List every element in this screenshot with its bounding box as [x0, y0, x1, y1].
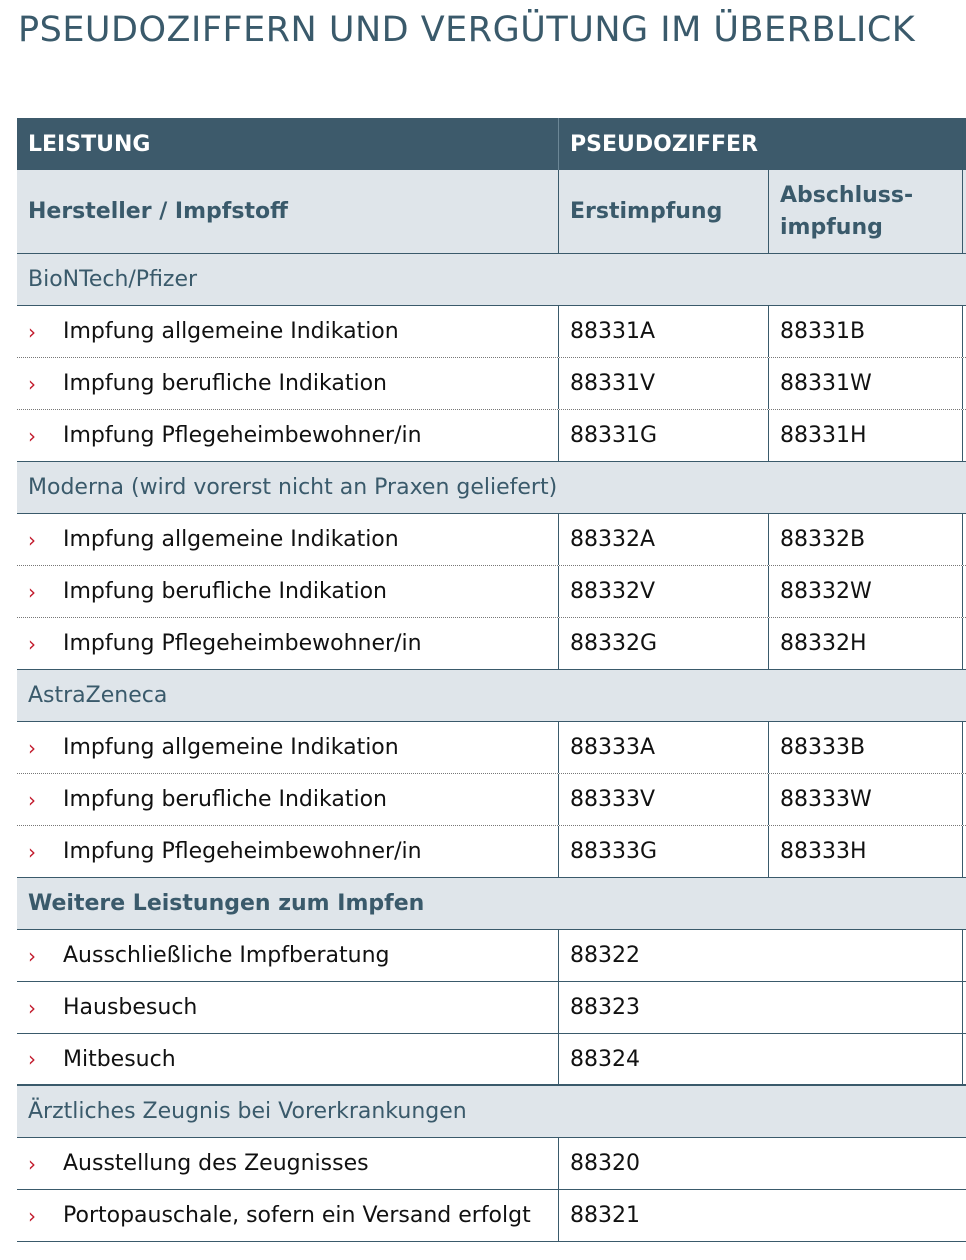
code-abschluss: 88332B — [768, 514, 966, 565]
page-title: PSEUDOZIFFERN UND VERGÜTUNG IM ÜBERBLICK — [18, 10, 916, 50]
row-label: Mitbesuch — [63, 1046, 176, 1072]
row-label: Ausschließliche Impfberatung — [63, 943, 390, 968]
table-row — [17, 1190, 966, 1242]
code-erst: 88333V — [558, 774, 768, 825]
group-row — [17, 670, 966, 722]
chevron-right-icon: › — [28, 319, 36, 344]
chevron-right-icon: › — [28, 839, 36, 864]
table-subheader-row — [17, 170, 966, 254]
table-row — [17, 1138, 966, 1190]
group-name: Moderna (wird vorerst nicht an Praxen geliefert) — [28, 475, 558, 500]
group-name: BioNTech/Pfizer — [28, 267, 198, 292]
table-row — [17, 358, 966, 410]
code-erst: 88332A — [558, 514, 768, 565]
table-row — [17, 982, 966, 1034]
row-label: Impfung Pflegeheimbewohner/in — [63, 631, 422, 656]
row-label: Impfung berufliche Indikation — [63, 579, 387, 604]
chevron-right-icon: › — [28, 1151, 36, 1176]
code: 88324 — [558, 1034, 966, 1084]
table-row — [17, 306, 966, 358]
chevron-right-icon: › — [28, 371, 36, 396]
chevron-right-icon: › — [28, 787, 36, 812]
code-abschluss: 88331H — [768, 410, 966, 461]
chevron-right-icon: › — [28, 995, 36, 1020]
code-abschluss: 88331W — [768, 358, 966, 409]
code: 88321 — [558, 1190, 966, 1241]
chevron-right-icon: › — [28, 527, 36, 552]
table-header-row — [17, 118, 966, 170]
row-label: Impfung berufliche Indikation — [63, 371, 387, 396]
code-erst: 88331A — [558, 306, 768, 357]
header-pseudoziffer: PSEUDOZIFFER — [558, 118, 966, 170]
table-row — [17, 930, 966, 982]
code-erst: 88332V — [558, 566, 768, 617]
table-row — [17, 1034, 966, 1086]
row-label: Impfung berufliche Indikation — [63, 787, 387, 812]
code: 88323 — [558, 982, 966, 1033]
table-row — [17, 618, 966, 670]
code-abschluss: 88333H — [768, 826, 966, 877]
code-erst: 88331V — [558, 358, 768, 409]
row-label: Hausbesuch — [63, 995, 198, 1020]
row-label: Impfung Pflegeheimbewohner/in — [63, 423, 422, 448]
group-row — [17, 878, 966, 930]
code-erst: 88333G — [558, 826, 768, 877]
row-label: Impfung allgemeine Indikation — [63, 319, 399, 344]
table-row — [17, 826, 966, 878]
code-abschluss: 88333W — [768, 774, 966, 825]
subheader-erstimpfung: Erstimpfung — [558, 170, 768, 253]
code-abschluss: 88331B — [768, 306, 966, 357]
chevron-right-icon: › — [28, 735, 36, 760]
code-abschluss: 88332H — [768, 618, 966, 669]
table-row — [17, 566, 966, 618]
chevron-right-icon: › — [28, 1047, 36, 1071]
subheader-abschlussimpfung: Abschluss- impfung — [768, 170, 966, 253]
code-abschluss: 88332W — [768, 566, 966, 617]
table-row — [17, 774, 966, 826]
row-label: Impfung allgemeine Indikation — [63, 735, 399, 760]
group-row — [17, 462, 966, 514]
header-leistung: LEISTUNG — [28, 131, 151, 157]
code: 88320 — [558, 1138, 966, 1189]
code-abschluss: 88333B — [768, 722, 966, 773]
table-row — [17, 722, 966, 774]
chevron-right-icon: › — [28, 579, 36, 604]
row-label: Impfung Pflegeheimbewohner/in — [63, 839, 422, 864]
chevron-right-icon: › — [28, 631, 36, 656]
table-row — [17, 514, 966, 566]
pseudoziffern-table — [17, 118, 966, 1242]
group-name: Weitere Leistungen zum Impfen — [28, 891, 425, 916]
code-erst: 88332G — [558, 618, 768, 669]
row-label: Impfung allgemeine Indikation — [63, 527, 399, 552]
chevron-right-icon: › — [28, 1203, 36, 1228]
code: 88322 — [558, 930, 966, 981]
row-label: Portopauschale, sofern ein Versand erfolgt — [63, 1203, 531, 1228]
chevron-right-icon: › — [28, 943, 36, 968]
code-erst: 88333A — [558, 722, 768, 773]
chevron-right-icon: › — [28, 423, 36, 448]
subheader-hersteller: Hersteller / Impfstoff — [28, 199, 288, 224]
group-name: AstraZeneca — [28, 683, 168, 708]
table-row — [17, 410, 966, 462]
code-erst: 88331G — [558, 410, 768, 461]
row-label: Ausstellung des Zeugnisses — [63, 1151, 369, 1176]
group-row — [17, 1086, 966, 1138]
group-name: Ärztliches Zeugnis bei Vorerkrankungen — [28, 1099, 467, 1124]
group-row — [17, 254, 966, 306]
